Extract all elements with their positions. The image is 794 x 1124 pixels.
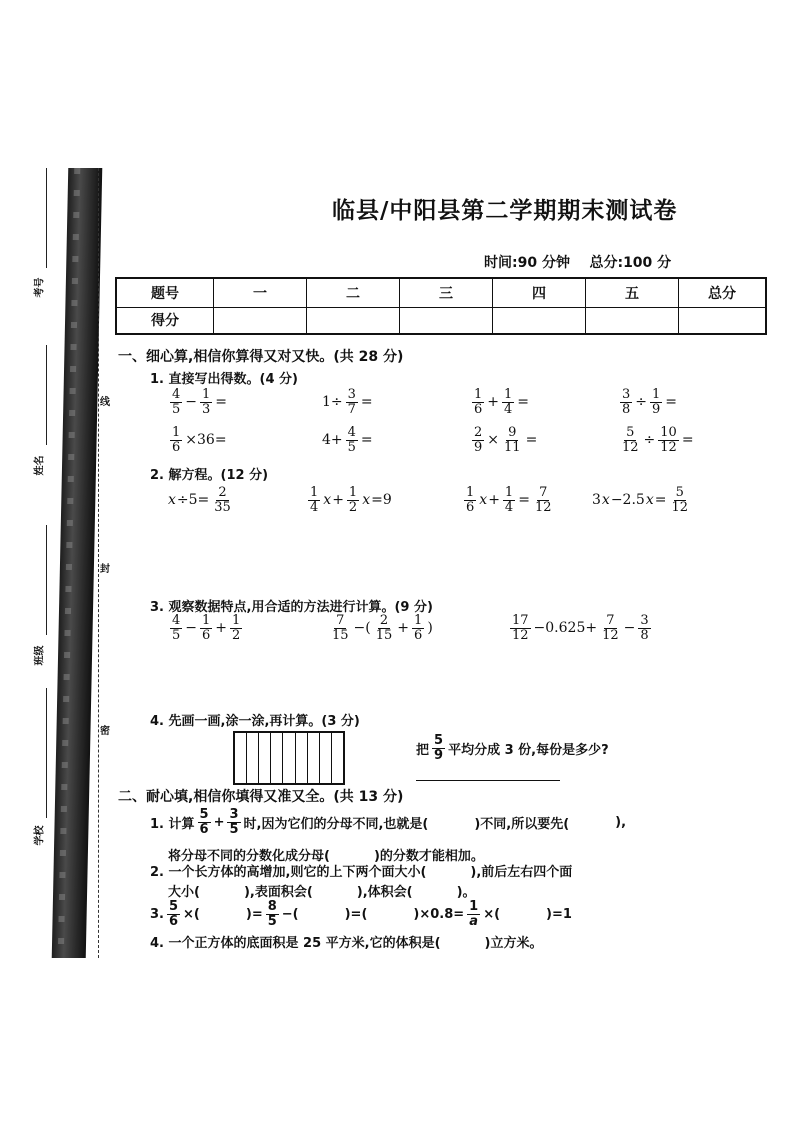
- question3-title: 3. 观察数据特点,用合适的方法进行计算。(9 分): [150, 600, 433, 615]
- fill-line-school: [46, 688, 47, 818]
- exam-time: 时间:90 分钟: [484, 255, 570, 271]
- expr-1-3: $\frac{1}{6}$ + $\frac{1}{4}$ =: [474, 387, 530, 417]
- binding-strip: [52, 168, 103, 958]
- score-header-cell: 三: [400, 278, 493, 307]
- fill-question-4: 4. 一个正方体的底面积是 25 平方米,它的体积是( )立方米。: [150, 936, 543, 951]
- label-name: 姓名: [34, 455, 46, 476]
- calc-2: $\frac{7}{15}$ −( $\frac{2}{15}$ + $\frac{1}{6}$ ): [332, 613, 433, 643]
- label-class: 班级: [34, 645, 46, 666]
- label-exam-number: 考号: [34, 277, 46, 298]
- seal-char-seal: 封: [100, 564, 110, 575]
- expr-1-7: $\frac{2}{9}$ × $\frac{9}{11}$ =: [474, 425, 538, 455]
- calc-3: $\frac{17}{12}$ −0.625+ $\frac{7}{12}$ − $\frac{3}{8}$: [512, 613, 649, 643]
- score-cell[interactable]: [679, 307, 767, 334]
- question2-title: 2. 解方程。(12 分): [150, 468, 269, 483]
- section1-heading: 一、细心算,相信你算得又对又快。(共 28 分): [118, 349, 404, 365]
- fill-question-2-cont: 大小( ),表面积会( ),体积会( )。: [168, 885, 476, 900]
- page-title: 临县/中阳县第二学期期末测试卷: [332, 198, 678, 224]
- fill-line-class: [46, 525, 47, 635]
- seal-char-secret: 密: [100, 726, 110, 737]
- fill-question-3: 3. $\frac{5}{6}$ ×( )= $\frac{8}{5}$ −( )=( )×0.8= $\frac{1}{a}$ ×( )=1: [150, 899, 572, 929]
- expr-1-6: 4+ $\frac{4}{5}$ =: [322, 425, 373, 455]
- exam-total: 总分:100 分: [589, 255, 672, 271]
- score-cell[interactable]: [586, 307, 679, 334]
- expr-1-2: 1÷ $\frac{3}{7}$ =: [322, 387, 373, 417]
- question4-text: 把 $\frac{5}{9}$ 平均分成 3 份,每份是多少?: [416, 733, 609, 763]
- seal-char-line: 线: [100, 397, 110, 408]
- calc-1: $\frac{4}{5}$ − $\frac{1}{6}$ + $\frac{1}{2}$: [172, 613, 241, 643]
- fill-question-1: 1. 计算 $\frac{5}{6}$ + $\frac{3}{5}$ 时,因为它们的分母不同,也就是( )不同,所以要先( ),: [150, 807, 627, 837]
- score-cell[interactable]: [307, 307, 400, 334]
- expr-1-1: $\frac{4}{5}$ − $\frac{1}{3}$ =: [172, 387, 228, 417]
- exam-info: [484, 252, 671, 272]
- score-header-cell: 四: [493, 278, 586, 307]
- equation-1: x ÷5= $\frac{2}{35}$: [168, 485, 231, 515]
- score-cell[interactable]: [493, 307, 586, 334]
- fill-question-2: 2. 一个长方体的高增加,则它的上下两个面大小( ),前后左右四个面: [150, 865, 573, 880]
- equation-3: $\frac{1}{6}$ x + $\frac{1}{4}$ = $\frac{7}{12}$: [466, 485, 552, 515]
- score-cell[interactable]: [400, 307, 493, 334]
- drawing-rectangle: [233, 731, 345, 785]
- expr-1-5: $\frac{1}{6}$ ×36=: [172, 425, 227, 455]
- answer-line[interactable]: [416, 780, 560, 781]
- expr-1-4: $\frac{3}{8}$ ÷ $\frac{1}{9}$ =: [622, 387, 678, 417]
- cut-line: [98, 168, 99, 958]
- expr-1-8: $\frac{5}{12}$ ÷ $\frac{10}{12}$ =: [622, 425, 694, 455]
- question1-title: 1. 直接写出得数。(4 分): [150, 372, 298, 387]
- question4-title: 4. 先画一画,涂一涂,再计算。(3 分): [150, 714, 360, 729]
- equation-2: $\frac{1}{4}$ x + $\frac{1}{2}$ x =9: [310, 485, 392, 515]
- fill-question-1-cont: 将分母不同的分数化成分母( )的分数才能相加。: [168, 849, 484, 864]
- label-school: 学校: [34, 825, 46, 846]
- score-cell[interactable]: [214, 307, 307, 334]
- fill-line-name: [46, 345, 47, 445]
- score-header-cell: 题号: [116, 278, 214, 307]
- score-header-cell: 总分: [679, 278, 767, 307]
- score-header-cell: 一: [214, 278, 307, 307]
- equation-4: 3 x −2.5 x = $\frac{5}{12}$: [592, 485, 689, 515]
- score-header-cell: 二: [307, 278, 400, 307]
- score-header-cell: 五: [586, 278, 679, 307]
- section2-heading: 二、耐心填,相信你填得又准又全。(共 13 分): [118, 789, 404, 805]
- fill-line-exam-number: [46, 168, 47, 268]
- score-row-label: 得分: [116, 307, 214, 334]
- score-table: [115, 277, 767, 335]
